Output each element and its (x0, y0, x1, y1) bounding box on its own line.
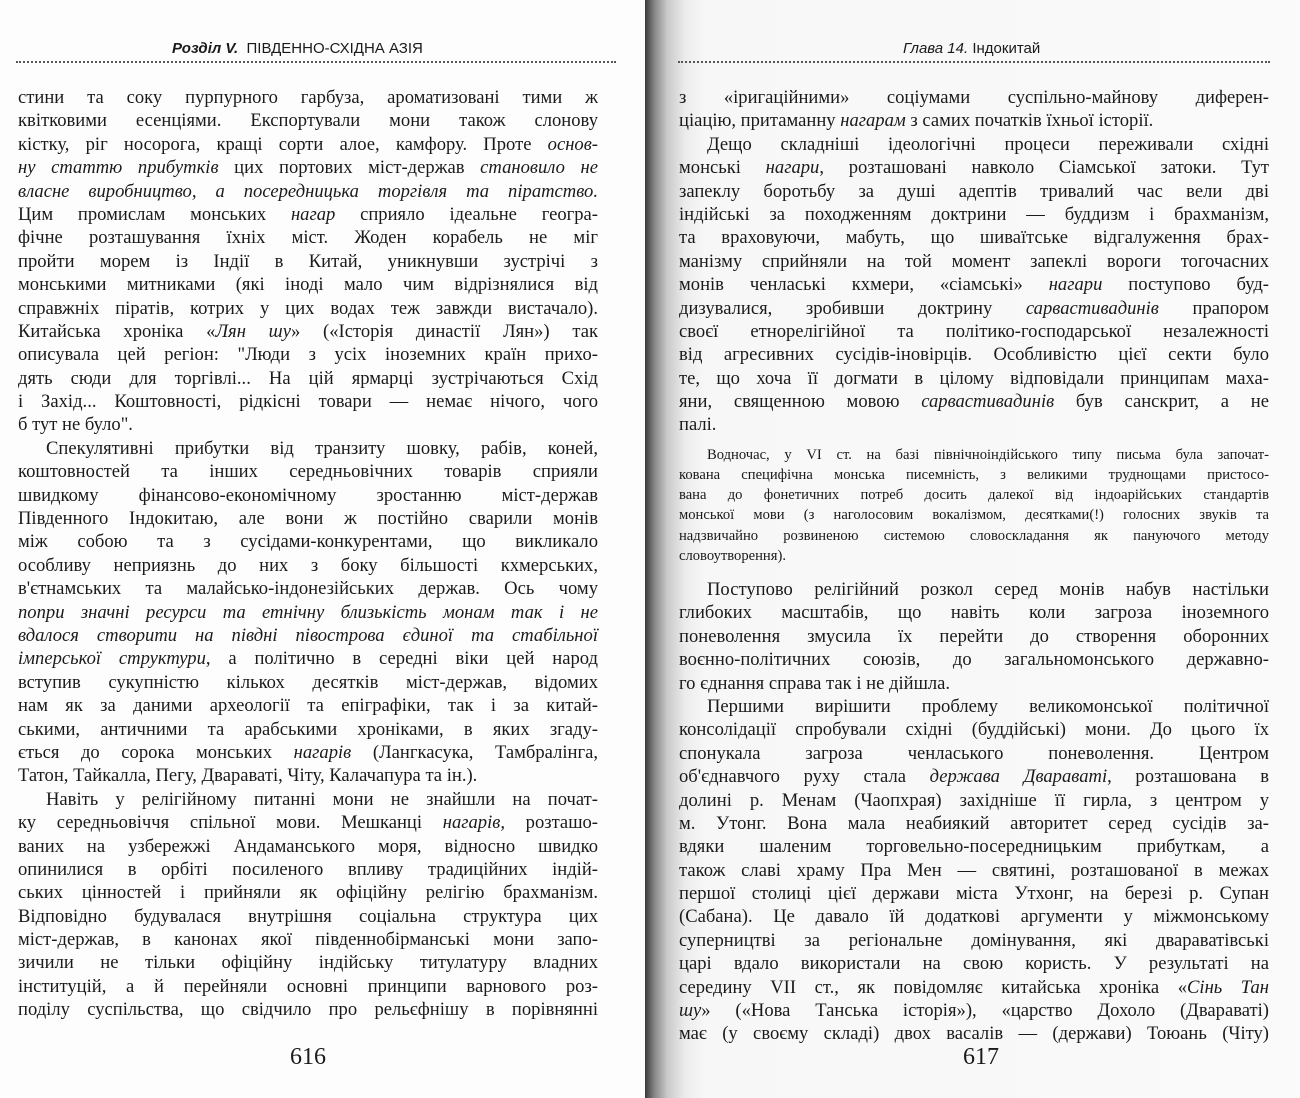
text: справжніх піратів, котрих у цих водах теж завжди вистачало). (18, 297, 598, 319)
text-line (18, 320, 598, 343)
text-line (18, 156, 598, 179)
text-line (679, 999, 1269, 1022)
text: суперництві за регіональне домінування, які двараватівські (679, 929, 1269, 951)
text: між собою та з сусідами-конкурентами, що викликало (18, 531, 598, 553)
text: нам як за даними археології та епіграфіки, так і за китай- (18, 695, 598, 717)
text-line (679, 250, 1269, 273)
text-line (18, 437, 598, 460)
text-line (679, 390, 1269, 413)
header-chapter: Глава 14. (903, 40, 969, 57)
header-title: Індокитай (972, 40, 1041, 57)
text-line (679, 526, 1269, 546)
text-line (18, 250, 598, 273)
text-line (18, 998, 598, 1021)
text: Навіть у релігійному питанні мони не знайшли на почат- (46, 788, 598, 810)
text-line (18, 788, 598, 811)
text-line (18, 741, 598, 764)
text: монськими митниками (які іноді мало чим відрізнялися від (18, 274, 598, 296)
italic-text: нагарів (293, 741, 352, 763)
right-page (645, 0, 1300, 1098)
text: середину VII ст., як повідомляє китайська хроніка « (679, 976, 1187, 998)
text: , розташовані навколо Сіамської затоки. Тут (819, 157, 1269, 179)
text-line (18, 273, 598, 296)
italic-text: попри значні ресурси та етнічну близькість монам так і не (18, 601, 598, 623)
italic-text: нагар (290, 203, 336, 225)
text-line (18, 835, 598, 858)
text: зичили не тільки офіційну індійську титулатуру владних (18, 952, 598, 974)
text: ку середньовіччя спільної мови. Мешканці (18, 812, 443, 834)
text: Дещо складніші ідеологічні процеси переживали східні (707, 133, 1269, 155)
text-line (679, 601, 1269, 624)
text: від агресивних сусідів-іновірців. Особливістю цієї секти було (679, 344, 1269, 366)
text: і Захід... Коштовності, рідкісні товари — немає нічого, чого (18, 391, 598, 413)
header-rule (678, 61, 1270, 63)
text: монів ченлаські кхмери, «сіамські» (679, 274, 1049, 296)
text-line (679, 86, 1269, 109)
text: » («Нова Танська історія»), «царство Дохоло (Двараваті) (701, 1000, 1269, 1022)
text-line (18, 203, 598, 226)
text-line (679, 203, 1269, 226)
text-line (18, 367, 598, 390)
header-title: ПІВДЕННО-СХІДНА АЗІЯ (246, 40, 423, 57)
page-number: 616 (290, 1044, 326, 1070)
text-line (679, 672, 1269, 695)
text: швидкому фінансово-економічному зростанню міст-держав (18, 484, 598, 506)
text-line (18, 577, 598, 600)
text: Спекулятивні прибутки від транзиту шовку, рабів, коней, (46, 437, 598, 459)
text-line (679, 297, 1269, 320)
text-line (18, 928, 598, 951)
text-line (18, 109, 598, 132)
text-line (18, 530, 598, 553)
text-line (18, 881, 598, 904)
text: монської мови (з наголосовим вокалізмом, десятками(!) голосних звуків та (679, 507, 1269, 524)
text-line (679, 413, 1269, 436)
italic-text: вдалося створити на півдні півострова єдиної та стабільної (18, 624, 598, 646)
italic-text: нагари (1048, 274, 1103, 296)
text-line (18, 554, 598, 577)
text: інституцій, а й перейняли основні принципи варнового роз- (18, 975, 598, 997)
text: дять сюди для торгівлі... На цій ярмарці зустрічаються Схід (18, 367, 598, 389)
text: м. Утонг. Вона мала неабиякий авторитет серед сусідів за- (679, 812, 1269, 834)
text: особливу неприязнь до них з боку більшості кхмерських, (18, 554, 598, 576)
text: також славі храму Пра Мен — святині, розташованої в межах (679, 859, 1269, 881)
text: з самих початків їхньої історії. (905, 110, 1154, 132)
text: об'єднавчого руху стала (679, 766, 930, 788)
italic-text: Сінь Тан (1187, 976, 1269, 998)
text-line (18, 297, 598, 320)
left-page (0, 0, 645, 1098)
text-line (679, 367, 1269, 390)
text-line (18, 647, 598, 670)
text: ських цінностей і прийняли як офіційну релігію брахманізм. (18, 882, 598, 904)
text: б тут не було". (18, 414, 133, 436)
text-line (18, 507, 598, 530)
text: » («Історія династії Лян») так (290, 320, 598, 342)
text: царі вдало використали на свою користь. У результаті на (679, 953, 1269, 975)
text-line (679, 625, 1269, 648)
italic-text: нагарів, (442, 812, 505, 834)
text: (Сабана). Це давало їй додаткові аргументи у міжмонському (679, 906, 1269, 928)
text-line (679, 485, 1269, 505)
text: вдяки шаленим торговельно-посередницьким прибуткам, а (679, 836, 1269, 858)
text: вана до фонетичних потреб досить далекої від індоарійських стандартів (679, 487, 1269, 504)
text-line (679, 648, 1269, 671)
text-line (18, 671, 598, 694)
text-line (18, 905, 598, 928)
text-line (18, 811, 598, 834)
text: ціацію, притаманну (679, 110, 841, 132)
text-line (679, 835, 1269, 858)
text: індійські за походженням доктрини — буддизм і брахманізм, (679, 203, 1269, 225)
text: Поступово релігійний розкол серед монів набув настільки (707, 578, 1269, 600)
footnote-paragraph (679, 445, 1269, 566)
text: Південного Індокитаю, але вони ж постійно сварили монів (18, 508, 598, 530)
text: в'єтнамських та малайсько-індонезійських держав. Ось чому (18, 578, 598, 600)
text: надзвичайно розвиненою системою словоскладання як пануючого методу (679, 527, 1269, 544)
text-line (679, 505, 1269, 525)
text: сприяло ідеальне геогра- (335, 203, 599, 225)
text-line (679, 859, 1269, 882)
text-line (18, 343, 598, 366)
text: кована специфічна монська писемність, з великими труднощами пристосо- (679, 467, 1269, 484)
text: коштовностей та інших середньовічних товарів сприяли (18, 461, 598, 483)
text: ськими, античними та арабськими хроніками, в яких згаду- (18, 718, 598, 740)
text: пройти морем із Індії в Китай, уникнувши зустрічі з (18, 250, 598, 272)
text: яни, священною мовою (679, 391, 922, 413)
italic-text: ну статтю прибутків (18, 157, 219, 179)
text-line (18, 86, 598, 109)
text: Водночас, у VI ст. на базі північноіндійського типу письма була започат- (707, 446, 1269, 463)
text-line (679, 976, 1269, 999)
italic-text: нагари (765, 157, 820, 179)
text: стини та соку пурпурного гарбуза, ароматизовані тими ж (18, 87, 598, 108)
text: розташо- (504, 812, 598, 834)
text: фічне розташування їхніх міст. Жоден корабель не міг (18, 227, 598, 249)
text-line (18, 951, 598, 974)
text-line (679, 718, 1269, 741)
text-line (679, 882, 1269, 905)
italic-text: сарвастивадинів (921, 391, 1055, 413)
paragraph (679, 578, 1269, 695)
running-header (172, 40, 423, 57)
text-line (679, 180, 1269, 203)
paragraph (679, 133, 1269, 437)
body-text (679, 86, 1269, 1046)
text: спонукала загроза ченласького поневолення. Центром (679, 742, 1269, 764)
italic-text: імперської структури (18, 648, 206, 670)
italic-text: держава Двараваті (929, 766, 1108, 788)
italic-text: становило не (480, 157, 598, 179)
text-line (679, 905, 1269, 928)
text: ваних на узбережжі Андаманського моря, відносно швидко (18, 835, 598, 857)
body-text (18, 86, 598, 1022)
text: Татон, Тайкалла, Пегу, Двараваті, Чіту, Калачапура та ін.). (18, 765, 478, 787)
text-line (18, 718, 598, 741)
text: Китайська хроніка « (18, 320, 216, 342)
italic-text: нагарам (840, 110, 906, 132)
text: кістку, ріг носорога, кращі сорти алое, камфору. Проте (18, 133, 548, 155)
text: го єднання справа так і не дійшла. (679, 672, 951, 694)
text-line (18, 180, 598, 203)
text: манізму сприйняли на той момент запеклі вороги тогочасних (679, 250, 1269, 272)
paragraph (679, 695, 1269, 1046)
text: та враховуючи, мабуть, що шиваїтське відгалуження брах- (679, 227, 1269, 249)
text: квітковими есенціями. Експортували мони також слонову (18, 110, 598, 132)
text: поневолення змусила їх перейти до створення оборонних (679, 625, 1269, 647)
text-line (18, 390, 598, 413)
text: те, що хоча її догмати в цілому відповідали принципам маха- (679, 367, 1269, 389)
italic-text: основ- (547, 133, 598, 155)
paragraph (18, 86, 598, 437)
italic-text: Лян шу (215, 320, 291, 342)
text: опинилися в орбіті посиленого впливу традиційних індій- (18, 858, 598, 880)
text: монські (679, 157, 766, 179)
text: першої столиці цієї держави міста Утхонг, на березі р. Супан (679, 883, 1269, 905)
text-line (18, 413, 598, 436)
text-line (679, 1022, 1269, 1045)
text-line (679, 812, 1269, 835)
text: поділу суспільства, що свідчило про рельєфнішу в порівнянні (18, 999, 598, 1021)
text-line (679, 929, 1269, 952)
paragraph (18, 437, 598, 788)
paragraph (18, 788, 598, 1022)
text: дизувалися, зробивши доктрину (679, 297, 1026, 319)
text-line (679, 343, 1269, 366)
italic-text: сарвастивадинів (1025, 297, 1159, 319)
text: палі. (679, 414, 717, 436)
text-line (679, 320, 1269, 343)
text-line (679, 742, 1269, 765)
text: запеклу боротьбу за душі адептів тривалий час вели дві (679, 180, 1269, 202)
text: описувала цей регіон: "Люди з усіх іноземних країн прихо- (18, 344, 598, 366)
text-line (18, 694, 598, 717)
text-line (679, 765, 1269, 788)
text: прапором (1158, 297, 1269, 319)
text-line (679, 695, 1269, 718)
text-line (18, 133, 598, 156)
text-line (679, 133, 1269, 156)
text-line (18, 764, 598, 787)
text: консолідації спробували східні (буддійські) мони. До цього їх (679, 719, 1269, 741)
text: цих портових міст-держав (218, 157, 481, 179)
text: глибоких масштабів, що навіть коли загроза іноземного (679, 602, 1269, 624)
running-header (903, 40, 1040, 57)
text-line (679, 445, 1269, 465)
text-line (679, 952, 1269, 975)
text: , а політично в середні віки цей народ (205, 648, 598, 670)
text-line (679, 273, 1269, 296)
text-line (18, 601, 598, 624)
text-line (679, 546, 1269, 566)
text-line (679, 156, 1269, 179)
text-line (679, 226, 1269, 249)
text: , розташована в (1107, 766, 1269, 788)
text: поступово буд- (1102, 274, 1269, 296)
text-line (18, 484, 598, 507)
header-chapter: Розділ V. (172, 40, 239, 57)
text-line (679, 578, 1269, 601)
text: (Лангкасука, Тамбралінга, (351, 741, 599, 763)
paragraph (679, 86, 1269, 133)
italic-text: власне виробництво, а посередницька торгівля та піратство. (18, 180, 598, 202)
text: вступив сукупністю кількох десятків міст-держав, відомих (18, 671, 598, 693)
text-line (679, 109, 1269, 132)
text-line (18, 624, 598, 647)
text-line (18, 460, 598, 483)
text: має (у своєму складі) двох васалів — (держави) Тоюань (Чіту) (679, 1023, 1269, 1045)
text-line (679, 789, 1269, 812)
text: воєнно-політичних союзів, до загальномонського державно- (679, 649, 1269, 671)
italic-text: шу (679, 1000, 702, 1022)
text: Першими вирішити проблему великомонської політичної (707, 695, 1269, 717)
header-rule (16, 61, 616, 63)
text-line (18, 975, 598, 998)
text: був санскрит, а не (1054, 391, 1269, 413)
text: долині р. Менам (Чаопхрая) західніше її гирла, з центром у (679, 789, 1269, 811)
text-line (18, 858, 598, 881)
text-line (679, 465, 1269, 485)
text: міст-держав, в канонах якої південнобірманські мони запо- (18, 929, 598, 951)
page-number: 617 (963, 1044, 999, 1070)
text: ється до сорока монських (18, 741, 294, 763)
text: словоутворення). (679, 547, 786, 564)
text: своєї етнорелігійної та політико-господарської незалежності (679, 320, 1269, 342)
text: Цим промислам монських (18, 203, 291, 225)
text: Відповідно будувалася внутрішня соціальна структура цих (18, 905, 598, 927)
text-line (18, 226, 598, 249)
text: з «іригаційними» соціумами суспільно-майнову диферен- (679, 87, 1269, 108)
